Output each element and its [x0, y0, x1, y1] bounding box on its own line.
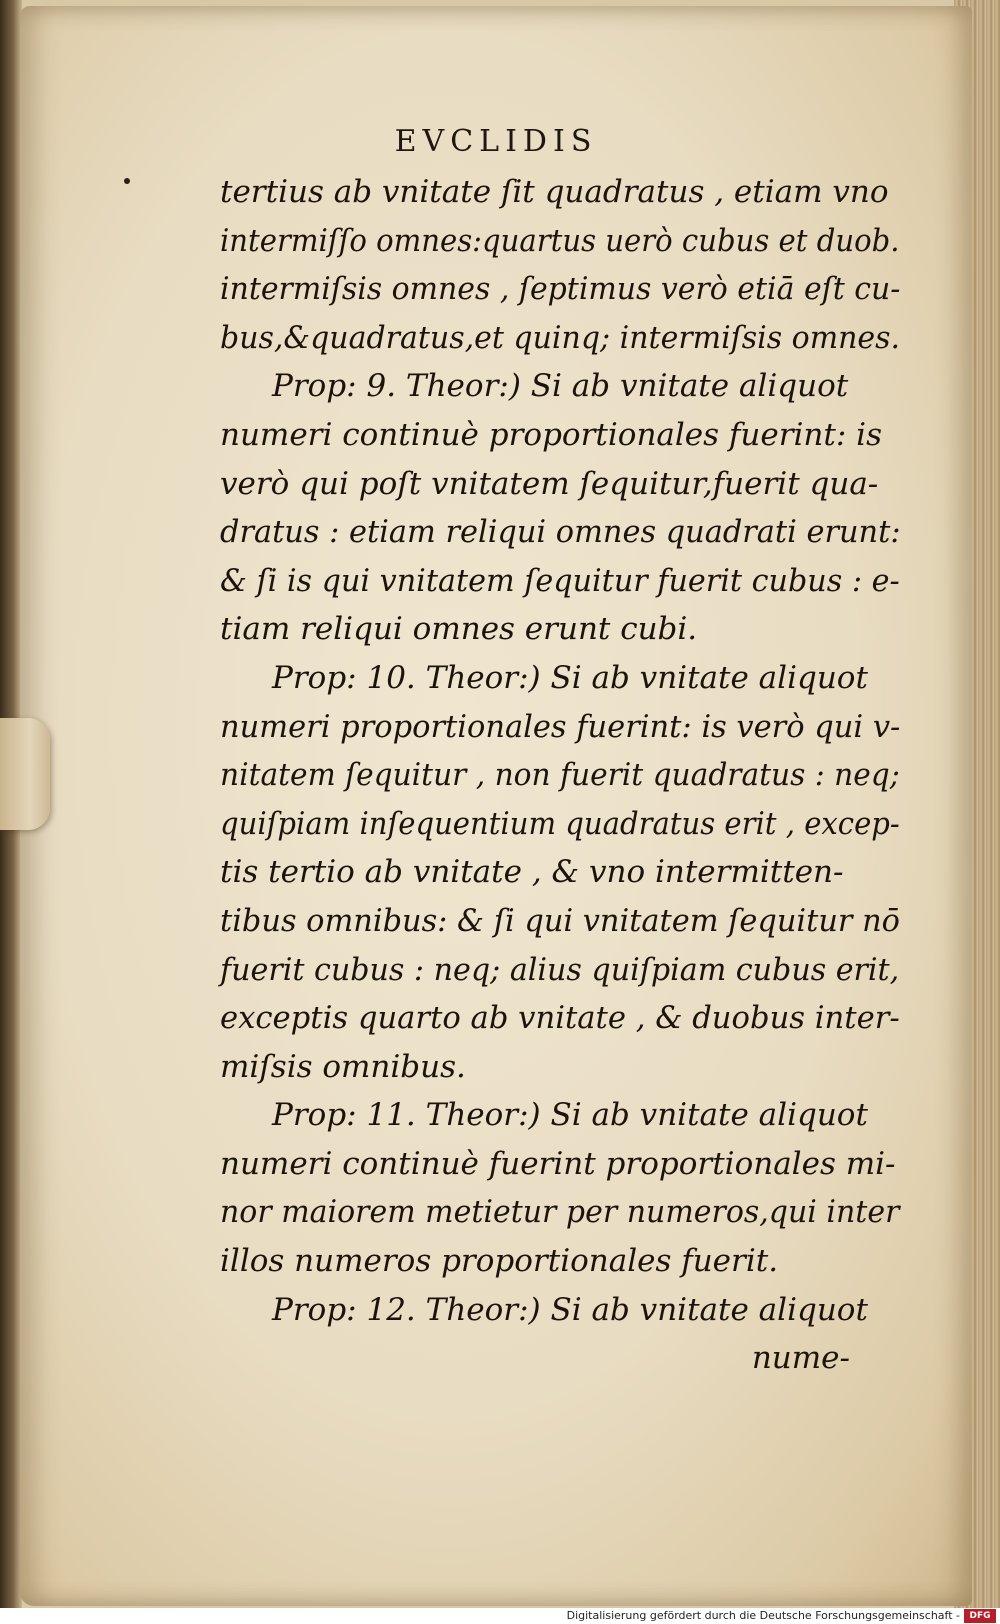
text-line: numeri proportionales fuerint: is verò qui v- [220, 708, 901, 745]
text-line: numeri continuè fuerint proportionales mi- [220, 1145, 896, 1182]
text-line: tiam reliqui omnes erunt cubi. [220, 611, 698, 648]
text-line: tibus omnibus: & ſi qui vnitatem ſequitur nō [220, 902, 900, 939]
running-header: EVCLIDIS [394, 124, 598, 159]
text-line: miſsis omnibus. [220, 1048, 466, 1085]
margin-ink-dot [124, 178, 130, 184]
text-line: illos numeros proportionales fuerit. [220, 1243, 779, 1280]
text-line: nor maiorem metietur per numeros,qui inter [220, 1194, 900, 1231]
proposition-heading: Prop: 9. Theor:) Si ab vnitate aliquot [272, 368, 849, 405]
proposition-heading: Prop: 12. Theor:) Si ab vnitate aliquot [272, 1291, 868, 1328]
text-line: numeri continuè proportionales fuerint: is [220, 416, 882, 453]
text-line: quiſpiam inſequentium quadratus erit , excep- [220, 805, 900, 842]
text-line: nitatem ſequitur , non fuerit quadratus : neq; [220, 757, 900, 794]
text-line: verò qui poſt vnitatem ſequitur,fuerit qua- [220, 465, 879, 502]
digitization-credit: Digitalisierung gefördert durch die Deutsche Forschungsgemeinschaft - [566, 1609, 960, 1622]
proposition-heading: Prop: 10. Theor:) Si ab vnitate aliquot [272, 659, 868, 696]
text-line: dratus : etiam reliqui omnes quadrati erunt: [220, 514, 901, 551]
proposition-heading: Prop: 11. Theor:) Si ab vnitate aliquot [272, 1097, 868, 1134]
body-text [220, 168, 900, 1383]
book-page [20, 6, 972, 1606]
text-line: intermiſsis omnes , ſeptimus verò etiā eſt cu- [220, 271, 901, 308]
text-line: tis tertio ab vnitate , & vno intermitten- [220, 854, 844, 891]
text-line: fuerit cubus : neq; alius quiſpiam cubus erit, [220, 951, 900, 988]
text-line: & ſi is qui vnitatem ſequitur fuerit cubus : e- [220, 562, 900, 599]
text-line: exceptis quarto ab vnitate , & duobus inter- [220, 1000, 900, 1037]
text-line: tertius ab vnitate ſit quadratus , etiam vno [220, 174, 889, 210]
book-clasp [0, 718, 50, 830]
catchword: nume- [751, 1340, 850, 1377]
digitization-footer [0, 1608, 1000, 1624]
text-line: bus,&quadratus,et quinq; intermiſsis omnes. [220, 319, 901, 356]
dfg-logo-icon: DFG [964, 1609, 996, 1623]
text-line: intermiſſo omnes:quartus uerò cubus et duob. [220, 222, 900, 259]
